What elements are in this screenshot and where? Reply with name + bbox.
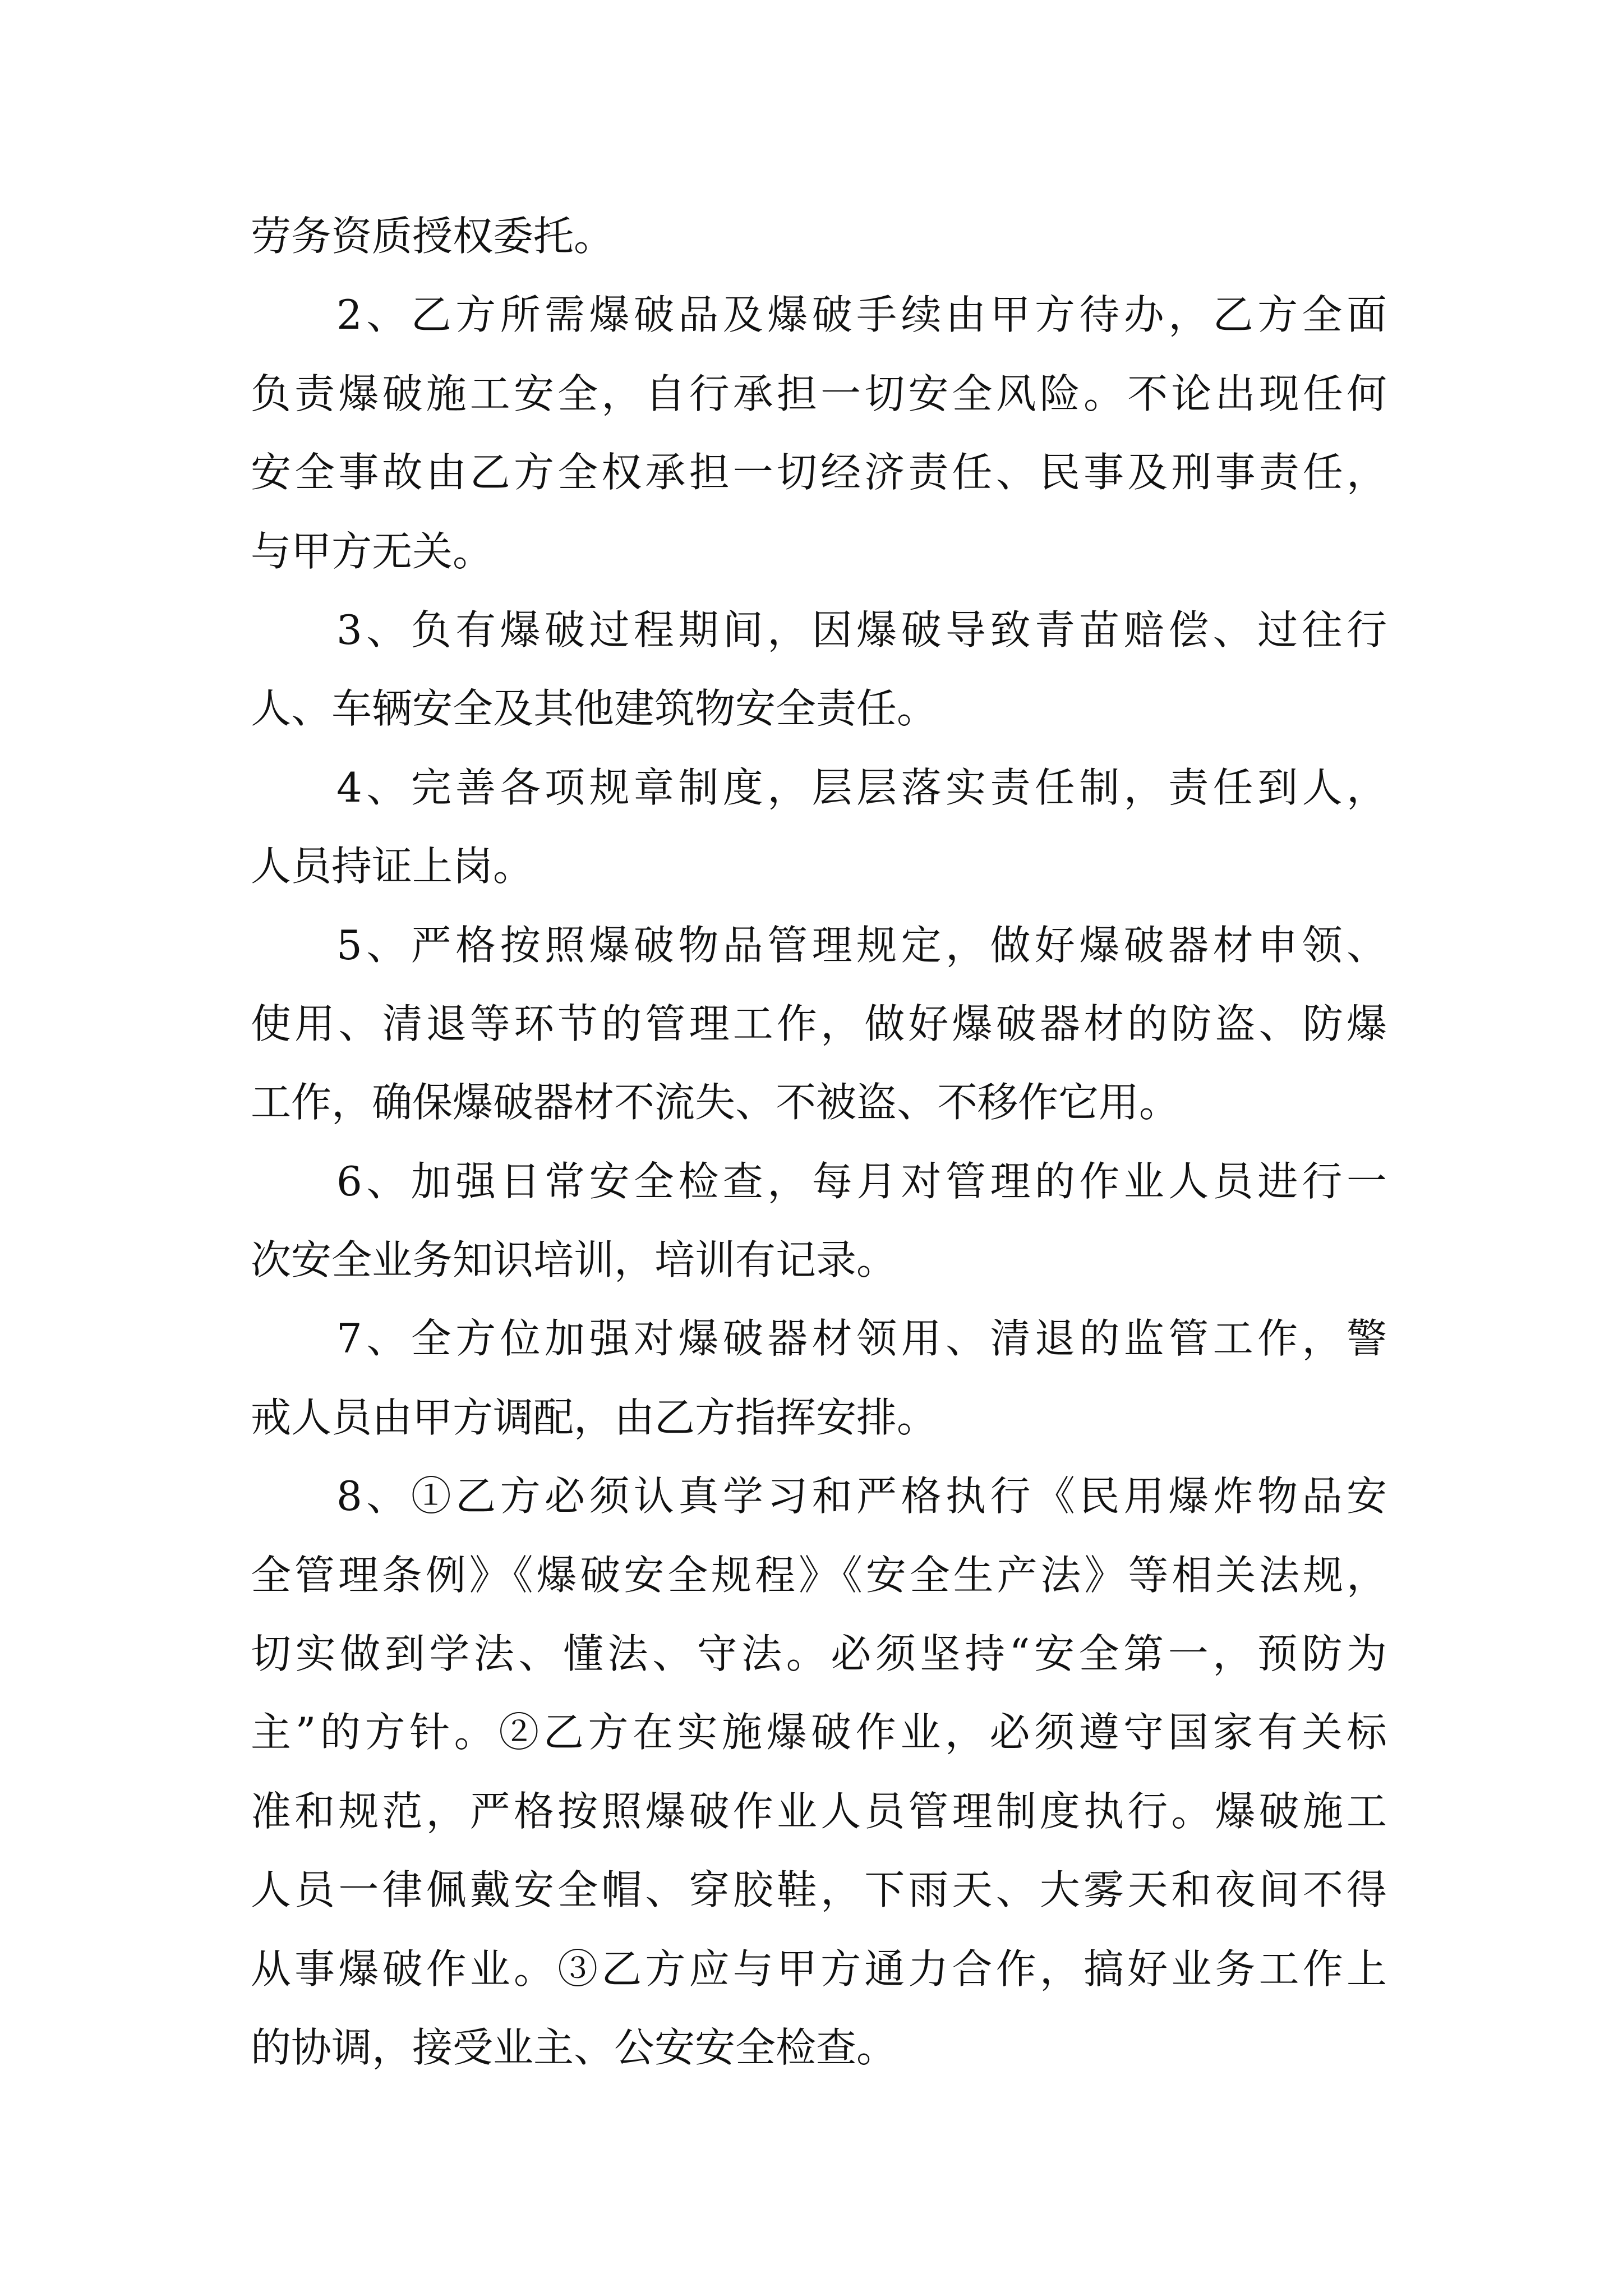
text-line: 工作，确保爆破器材不流失、不被盗、不移作它用。 <box>251 1079 1180 1126</box>
text-line: 劳务资质授权委托。 <box>251 213 615 260</box>
text-line: 全管理条例》《爆破安全规程》《安全生产法》等相关法规， <box>251 1551 1387 1599</box>
clause-4 <box>251 748 1387 906</box>
text-line: 从事爆破作业。③乙方应与甲方通力合作，搞好业务工作上 <box>251 1945 1387 1993</box>
text-line: 戒人员由甲方调配，由乙方指挥安排。 <box>251 1393 938 1441</box>
paragraph-continuation <box>251 197 1387 275</box>
text-line: 3、负有爆破过程期间，因爆破导致青苗赔偿、过往行 <box>336 606 1387 654</box>
clause-3 <box>251 591 1387 748</box>
text-line: 使用、清退等环节的管理工作，做好爆破器材的防盗、防爆 <box>251 1000 1387 1047</box>
clause-6 <box>251 1142 1387 1300</box>
text-line: 负责爆破施工安全，自行承担一切安全风险。不论出现任何 <box>251 370 1387 417</box>
clause-7 <box>251 1299 1387 1457</box>
text-line: 2、乙方所需爆破品及爆破手续由甲方待办，乙方全面 <box>336 291 1387 339</box>
clause-2 <box>251 275 1387 591</box>
text-line: 次安全业务知识培训，培训有记录。 <box>251 1236 897 1284</box>
text-line: 人员一律佩戴安全帽、穿胶鞋，下雨天、大雾天和夜间不得 <box>251 1866 1387 1914</box>
text-line: 7、全方位加强对爆破器材领用、清退的监管工作，警 <box>336 1315 1387 1363</box>
document-body <box>251 197 1387 2087</box>
text-line: 准和规范，严格按照爆破作业人员管理制度执行。爆破施工 <box>251 1787 1387 1835</box>
text-line: 6、加强日常安全检查，每月对管理的作业人员进行一 <box>336 1157 1387 1205</box>
text-line: 8、①乙方必须认真学习和严格执行《民用爆炸物品安 <box>336 1473 1387 1520</box>
text-line: 的协调，接受业主、公安安全检查。 <box>251 2023 897 2071</box>
text-line: 安全事故由乙方全权承担一切经济责任、民事及刑事责任， <box>251 449 1387 496</box>
text-line: 人、车辆安全及其他建筑物安全责任。 <box>251 685 938 733</box>
text-line: 5、严格按照爆破物品管理规定，做好爆破器材申领、 <box>336 921 1387 969</box>
text-line: 与甲方无关。 <box>251 527 494 575</box>
clause-5 <box>251 906 1387 1142</box>
text-line: 4、完善各项规章制度，层层落实责任制，责任到人， <box>336 763 1387 811</box>
text-line: 主”的方针。②乙方在实施爆破作业，必须遵守国家有关标 <box>251 1709 1387 1756</box>
text-line: 切实做到学法、懂法、守法。必须坚持“安全第一，预防为 <box>251 1630 1387 1678</box>
clause-8 <box>251 1457 1387 2087</box>
text-line: 人员持证上岗。 <box>251 843 534 890</box>
